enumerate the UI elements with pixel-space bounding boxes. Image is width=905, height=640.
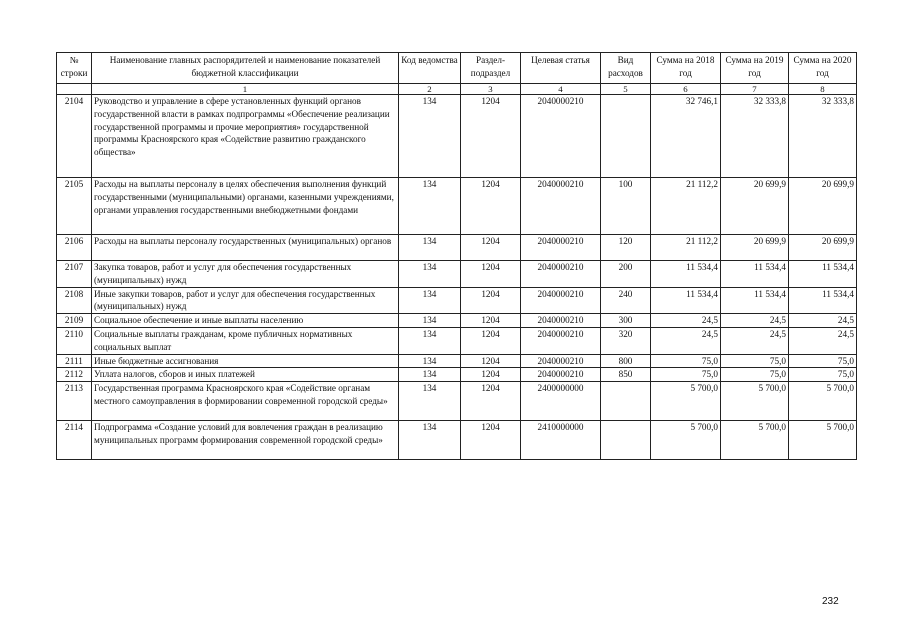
dept-cell: 134 (399, 235, 461, 261)
table-row (57, 287, 857, 314)
sum-2020-cell: 5 700,0 (789, 382, 857, 421)
dept-cell: 134 (399, 421, 461, 460)
section-cell: 1204 (461, 287, 521, 314)
sum-2019-cell: 5 700,0 (721, 382, 789, 421)
dept-cell: 134 (399, 382, 461, 421)
row-number-cell: 2113 (57, 382, 92, 421)
sum-2020-cell: 5 700,0 (789, 421, 857, 460)
sum-2018-cell: 11 534,4 (651, 261, 721, 288)
expense-type-cell: 800 (601, 354, 651, 368)
dept-cell: 134 (399, 95, 461, 178)
dept-cell: 134 (399, 178, 461, 235)
table-row (57, 178, 857, 235)
column-number: 2 (399, 84, 461, 95)
section-cell: 1204 (461, 421, 521, 460)
expense-type-cell: 100 (601, 178, 651, 235)
header-name: Наименование главных распорядителей и наименование показателей бюджетной классификации (92, 53, 399, 84)
sum-2020-cell: 20 699,9 (789, 178, 857, 235)
table-row (57, 421, 857, 460)
budget-table (56, 52, 857, 460)
expense-type-cell: 240 (601, 287, 651, 314)
row-number-cell: 2110 (57, 327, 92, 354)
table-row (57, 235, 857, 261)
sum-2018-cell: 75,0 (651, 368, 721, 382)
target-cell: 2040000210 (521, 287, 601, 314)
target-cell: 2410000000 (521, 421, 601, 460)
column-number: 1 (92, 84, 399, 95)
name-cell: Социальное обеспечение и иные выплаты населению (92, 314, 399, 328)
section-cell: 1204 (461, 95, 521, 178)
row-number-cell: 2112 (57, 368, 92, 382)
sum-2018-cell: 24,5 (651, 314, 721, 328)
row-number-cell: 2105 (57, 178, 92, 235)
section-cell: 1204 (461, 235, 521, 261)
name-cell: Подпрограмма «Создание условий для вовлечения граждан в реализацию муниципальных программ формирования современной городской среды» (92, 421, 399, 460)
sum-2019-cell: 32 333,8 (721, 95, 789, 178)
expense-type-cell: 320 (601, 327, 651, 354)
expense-type-cell (601, 95, 651, 178)
column-number: 5 (601, 84, 651, 95)
sum-2020-cell: 24,5 (789, 314, 857, 328)
column-number: 7 (721, 84, 789, 95)
header-row (57, 53, 857, 84)
sum-2020-cell: 20 699,9 (789, 235, 857, 261)
row-number-cell: 2106 (57, 235, 92, 261)
dept-cell: 134 (399, 368, 461, 382)
sum-2020-cell: 75,0 (789, 354, 857, 368)
sum-2020-cell: 24,5 (789, 327, 857, 354)
name-cell: Иные закупки товаров, работ и услуг для обеспечения государственных (муниципальных) нужд (92, 287, 399, 314)
dept-cell: 134 (399, 287, 461, 314)
expense-type-cell: 300 (601, 314, 651, 328)
dept-cell: 134 (399, 354, 461, 368)
target-cell: 2040000210 (521, 314, 601, 328)
sum-2020-cell: 11 534,4 (789, 287, 857, 314)
name-cell: Социальные выплаты гражданам, кроме публичных нормативных социальных выплат (92, 327, 399, 354)
column-number: 3 (461, 84, 521, 95)
sum-2019-cell: 75,0 (721, 354, 789, 368)
sum-2020-cell: 11 534,4 (789, 261, 857, 288)
section-cell: 1204 (461, 314, 521, 328)
sum-2018-cell: 11 534,4 (651, 287, 721, 314)
header-section: Раздел-подраздел (461, 53, 521, 84)
expense-type-cell: 200 (601, 261, 651, 288)
expense-type-cell (601, 421, 651, 460)
header-dept: Код ведомства (399, 53, 461, 84)
sum-2019-cell: 75,0 (721, 368, 789, 382)
sum-2018-cell: 32 746,1 (651, 95, 721, 178)
target-cell: 2040000210 (521, 327, 601, 354)
table-row (57, 314, 857, 328)
table-row (57, 368, 857, 382)
table-row (57, 95, 857, 178)
expense-type-cell: 120 (601, 235, 651, 261)
sum-2019-cell: 20 699,9 (721, 178, 789, 235)
sum-2018-cell: 21 112,2 (651, 178, 721, 235)
header-expense-type: Вид расходов (601, 53, 651, 84)
target-cell: 2040000210 (521, 261, 601, 288)
name-cell: Расходы на выплаты персоналу государственных (муниципальных) органов (92, 235, 399, 261)
name-cell: Закупка товаров, работ и услуг для обеспечения государственных (муниципальных) нужд (92, 261, 399, 288)
section-cell: 1204 (461, 368, 521, 382)
table-row (57, 327, 857, 354)
dept-cell: 134 (399, 327, 461, 354)
column-number: 4 (521, 84, 601, 95)
target-cell: 2040000210 (521, 95, 601, 178)
sum-2019-cell: 24,5 (721, 327, 789, 354)
sum-2018-cell: 5 700,0 (651, 382, 721, 421)
sum-2018-cell: 21 112,2 (651, 235, 721, 261)
name-cell: Расходы на выплаты персоналу в целях обеспечения выполнения функций государственными (муниципальными) органами, казенными учреждениями, органами управления государственными внебюджетными фондами (92, 178, 399, 235)
expense-type-cell: 850 (601, 368, 651, 382)
section-cell: 1204 (461, 261, 521, 288)
target-cell: 2040000210 (521, 354, 601, 368)
column-number (57, 84, 92, 95)
column-number: 8 (789, 84, 857, 95)
expense-type-cell (601, 382, 651, 421)
sum-2020-cell: 32 333,8 (789, 95, 857, 178)
header-sum-2019: Сумма на 2019 год (721, 53, 789, 84)
page-number: 232 (822, 596, 839, 607)
sum-2019-cell: 5 700,0 (721, 421, 789, 460)
dept-cell: 134 (399, 261, 461, 288)
section-cell: 1204 (461, 327, 521, 354)
table-row (57, 382, 857, 421)
column-number-row (57, 84, 857, 95)
table-row (57, 354, 857, 368)
row-number-cell: 2111 (57, 354, 92, 368)
name-cell: Иные бюджетные ассигнования (92, 354, 399, 368)
sum-2018-cell: 75,0 (651, 354, 721, 368)
target-cell: 2400000000 (521, 382, 601, 421)
row-number-cell: 2104 (57, 95, 92, 178)
sum-2018-cell: 5 700,0 (651, 421, 721, 460)
table-row (57, 261, 857, 288)
header-row-no: № строки (57, 53, 92, 84)
sum-2019-cell: 24,5 (721, 314, 789, 328)
column-number: 6 (651, 84, 721, 95)
target-cell: 2040000210 (521, 178, 601, 235)
row-number-cell: 2108 (57, 287, 92, 314)
name-cell: Руководство и управление в сфере установленных функций органов государственной власти в рамках подпрограммы «Обеспечение реализации государственной программы и прочие мероприятия» государственной программы Красноярского края «Содействие развитию гражданского общества» (92, 95, 399, 178)
target-cell: 2040000210 (521, 235, 601, 261)
dept-cell: 134 (399, 314, 461, 328)
sum-2019-cell: 20 699,9 (721, 235, 789, 261)
row-number-cell: 2107 (57, 261, 92, 288)
sum-2020-cell: 75,0 (789, 368, 857, 382)
sum-2019-cell: 11 534,4 (721, 261, 789, 288)
row-number-cell: 2109 (57, 314, 92, 328)
name-cell: Уплата налогов, сборов и иных платежей (92, 368, 399, 382)
header-sum-2020: Сумма на 2020 год (789, 53, 857, 84)
section-cell: 1204 (461, 178, 521, 235)
sum-2019-cell: 11 534,4 (721, 287, 789, 314)
name-cell: Государственная программа Красноярского края «Содействие органам местного самоуправления в формировании современной городской среды» (92, 382, 399, 421)
row-number-cell: 2114 (57, 421, 92, 460)
header-target: Целевая статья (521, 53, 601, 84)
sum-2018-cell: 24,5 (651, 327, 721, 354)
section-cell: 1204 (461, 354, 521, 368)
target-cell: 2040000210 (521, 368, 601, 382)
section-cell: 1204 (461, 382, 521, 421)
header-sum-2018: Сумма на 2018 год (651, 53, 721, 84)
